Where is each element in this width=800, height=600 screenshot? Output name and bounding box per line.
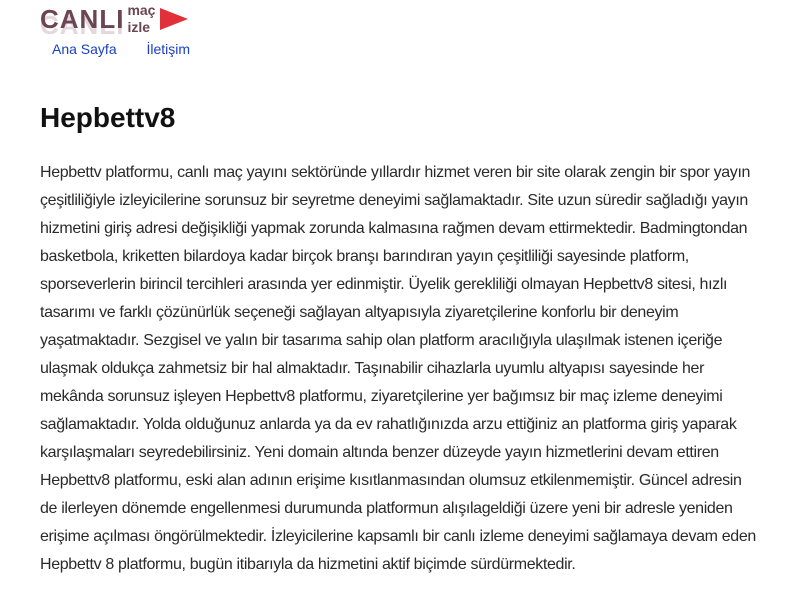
- play-icon: [160, 8, 188, 30]
- logo-subtext: [127, 2, 155, 36]
- article-body: Hepbettv platformu, canlı maç yayını sektöründe yıllardır hizmet veren bir site olarak zengin bir spor yayın çeşitliliğiyle izleyicilerine sorunsuz bir seyretme deneyimi sağlamaktadır. Site uzun süredir sağladığı yayın hizmetini giriş adresi değişikliği yapmak zorunda kalmasına rağmen devam ettirmektedir. Badmingtondan basketbola, kriketten bilardoya kadar birçok branşı barındıran yayın çeşitliliği sayesinde platform, sporseverlerin birincil tercihleri arasında yer edinmiştir. Üyelik gerekliliği olmayan Hepbettv8 sitesi, hızlı tasarımı ve farklı çözünürlük seçeneği sağlayan altyapısıyla ziyaretçilerine konforlu bir deneyim yaşatmaktadır. Sezgisel ve yalın bir tasarıma sahip olan platform aracılığıyla ulaşılmak istenen içeriğe ulaşmak oldukça zahmetsiz bir hal almaktadır. Taşınabilir cihazlarla uyumlu altyapısı sayesinde her mekânda sorunsuz işleyen Hepbettv8 platformu, ziyaretçilerine yer bağımsız bir maç izleme deneyimi sağlamaktadır. Yolda olduğunuz anlarda ya da ev rahatlığınızda arzu ettiğiniz an platforma giriş yaparak karşılaşmaları seyredebilirsiniz. Yeni domain altında benzer düzeyde yayın hizmetlerini devam ettiren Hepbettv8 platformu, eski alan adının erişime kısıtlanmasından olumsuz etkilenmemiştir. Güncel adresin de ilerleyen dönemde engellenmesi durumunda platformun alışılageldiği üzere yeni bir adresle yeniden erişime açılması öngörülmektedir. İzleyicilerine kapsamlı bir canlı izleme deneyimi sağlamaya devam eden Hepbettv 8 platformu, bugün itibarıyla da hizmetini aktif biçimde sürdürmektedir.: [40, 164, 756, 573]
- site-logo[interactable]: [40, 0, 188, 38]
- page-title: Hepbettv8: [40, 102, 176, 133]
- logo-subtext-top: maç: [127, 2, 156, 18]
- nav-link-home[interactable]: Ana Sayfa: [52, 41, 117, 57]
- logo-subtext-bottom: izle: [127, 19, 151, 35]
- logo-text: CANLI: [40, 4, 125, 34]
- main-nav: [52, 41, 216, 57]
- nav-link-contact[interactable]: İletişim: [146, 41, 191, 57]
